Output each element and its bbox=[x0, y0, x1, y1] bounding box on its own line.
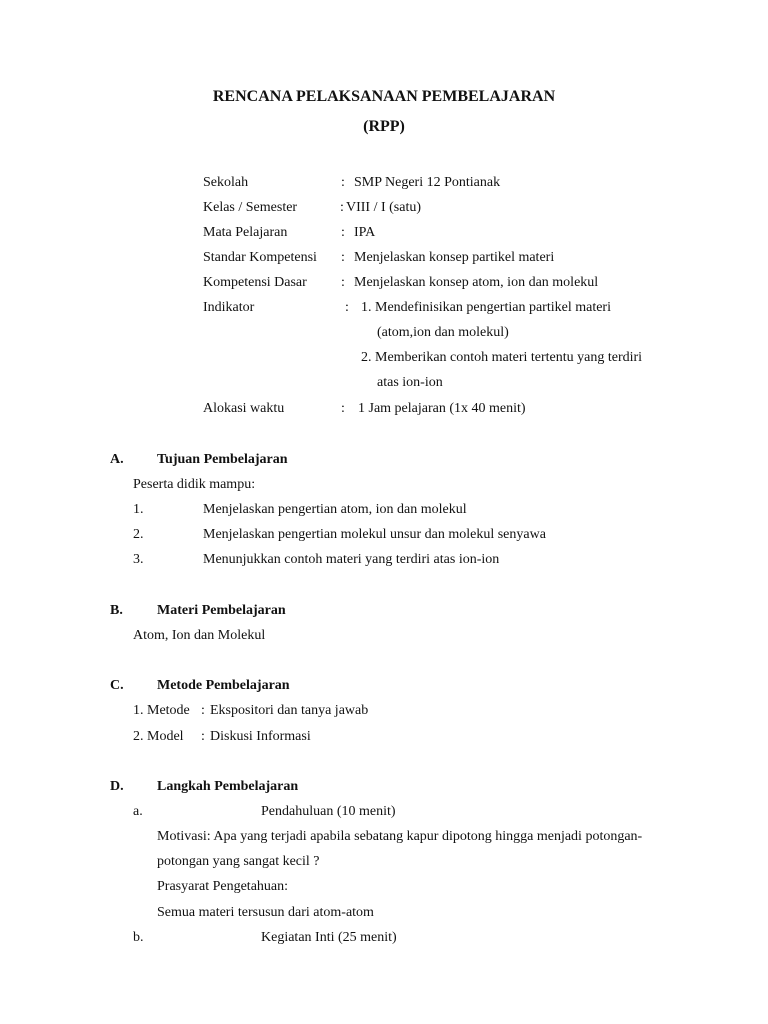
list-item: Menjelaskan pengertian atom, ion dan molekul bbox=[203, 502, 467, 517]
method-value: Ekspositori dan tanya jawab bbox=[210, 703, 369, 718]
identity-value: Menjelaskan konsep partikel materi bbox=[354, 250, 555, 265]
section-letter: D. bbox=[110, 779, 124, 794]
identity-separator: : bbox=[345, 300, 349, 315]
identity-separator: : bbox=[341, 275, 345, 290]
identity-value: SMP Negeri 12 Pontianak bbox=[354, 175, 501, 190]
paragraph-line: potongan yang sangat kecil ? bbox=[157, 854, 320, 869]
list-item: Menjelaskan pengertian molekul unsur dan molekul senyawa bbox=[203, 527, 546, 542]
sub-title: Kegiatan Inti (25 menit) bbox=[261, 930, 397, 945]
indicator-item: 1. Mendefinisikan pengertian partikel materi bbox=[361, 300, 611, 315]
section-heading: Tujuan Pembelajaran bbox=[157, 452, 288, 467]
sub-letter: a. bbox=[133, 804, 143, 819]
identity-value: Menjelaskan konsep atom, ion dan molekul bbox=[354, 275, 599, 290]
sub-title: Pendahuluan (10 menit) bbox=[261, 804, 396, 819]
identity-separator: : bbox=[341, 175, 345, 190]
section-intro: Peserta didik mampu: bbox=[133, 477, 256, 492]
paragraph-line: Semua materi tersusun dari atom-atom bbox=[157, 905, 374, 920]
identity-label: Kelas / Semester bbox=[203, 200, 298, 215]
section-heading: Langkah Pembelajaran bbox=[157, 779, 299, 794]
list-number: 2. bbox=[133, 527, 144, 542]
identity-label: Indikator bbox=[203, 300, 255, 315]
section-heading: Materi Pembelajaran bbox=[157, 603, 286, 618]
identity-value: VIII / I (satu) bbox=[346, 200, 422, 215]
identity-separator: : bbox=[341, 401, 345, 416]
paragraph-line: Prasyarat Pengetahuan: bbox=[157, 879, 289, 894]
identity-separator: : bbox=[340, 200, 344, 215]
method-value: Diskusi Informasi bbox=[210, 729, 311, 744]
indicator-item: 2. Memberikan contoh materi tertentu yang terdiri bbox=[361, 350, 643, 365]
method-label: 2. Model bbox=[133, 729, 184, 744]
paragraph-line: Motivasi: Apa yang terjadi apabila sebatang kapur dipotong hingga menjadi potongan- bbox=[157, 829, 643, 844]
section-letter: A. bbox=[110, 452, 124, 467]
identity-separator: : bbox=[341, 225, 345, 240]
document-subtitle: (RPP) bbox=[363, 118, 405, 135]
indicator-item-continuation: atas ion-ion bbox=[377, 375, 443, 390]
identity-label: Mata Pelajaran bbox=[203, 225, 288, 240]
sub-letter: b. bbox=[133, 930, 144, 945]
identity-value: 1 Jam pelajaran (1x 40 menit) bbox=[358, 401, 526, 416]
identity-label: Alokasi waktu bbox=[203, 401, 285, 416]
section-heading: Metode Pembelajaran bbox=[157, 678, 290, 693]
section-letter: C. bbox=[110, 678, 124, 693]
indicator-item-continuation: (atom,ion dan molekul) bbox=[377, 325, 509, 340]
identity-value: IPA bbox=[354, 225, 376, 240]
list-number: 3. bbox=[133, 552, 144, 567]
list-number: 1. bbox=[133, 502, 144, 517]
section-text: Atom, Ion dan Molekul bbox=[133, 628, 266, 643]
document-title: RENCANA PELAKSANAAN PEMBELAJARAN bbox=[212, 88, 556, 105]
identity-label: Kompetensi Dasar bbox=[203, 275, 307, 290]
list-item: Menunjukkan contoh materi yang terdiri atas ion-ion bbox=[203, 552, 500, 567]
identity-label: Sekolah bbox=[203, 175, 249, 190]
section-letter: B. bbox=[110, 603, 123, 618]
method-label: 1. Metode bbox=[133, 703, 190, 718]
identity-separator: : bbox=[341, 250, 345, 265]
method-separator: : bbox=[201, 729, 205, 744]
method-separator: : bbox=[201, 703, 205, 718]
identity-label: Standar Kompetensi bbox=[203, 250, 317, 265]
